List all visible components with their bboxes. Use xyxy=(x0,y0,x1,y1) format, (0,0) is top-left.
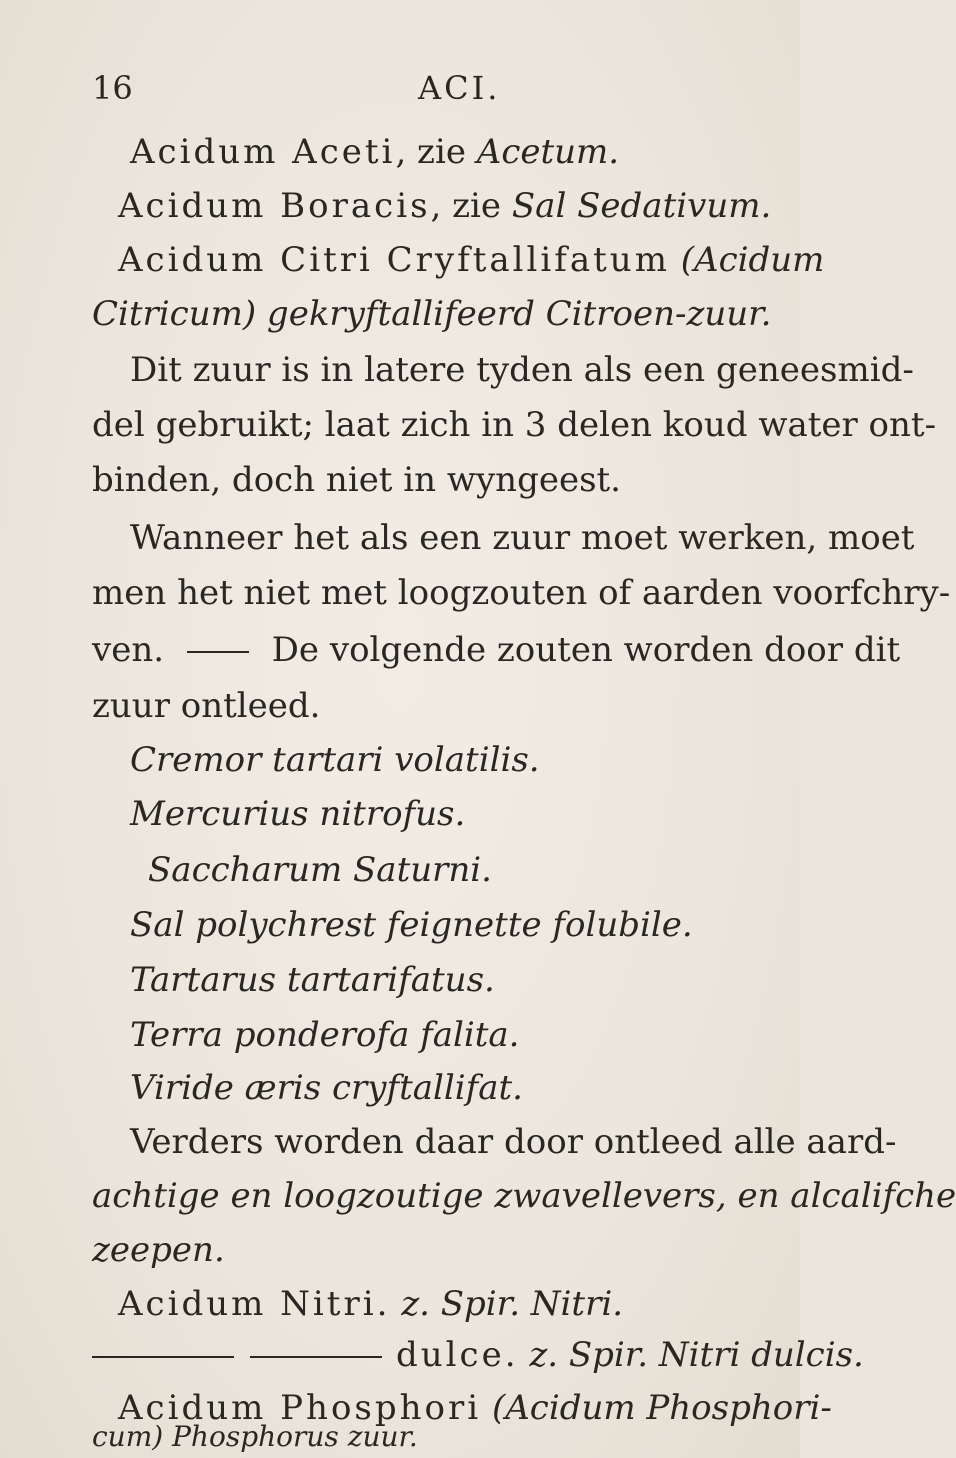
phosphori-body-3 xyxy=(92,1422,115,1423)
citri-body-5: men het niet met loogzouten of aarden voorfchry- xyxy=(92,573,951,613)
salt-2: Mercurius nitrofus. xyxy=(130,794,466,834)
citri-body-6 xyxy=(92,630,900,670)
salt-6: Terra ponderofa falita. xyxy=(130,1015,520,1055)
citri-body-4: Wanneer het als een zuur moet werken, moet xyxy=(130,518,915,558)
citri-after-2: achtige en loogzoutige zwavellevers, en alcalifche xyxy=(92,1176,956,1216)
entry-boracis xyxy=(118,186,771,226)
em-dash xyxy=(187,651,249,653)
entry-nitri-ref: z. Spir. Nitri. xyxy=(401,1284,624,1324)
salt-7: Viride æris cryftallifat. xyxy=(130,1068,523,1108)
citri-body-6a: ven. xyxy=(92,630,165,670)
catchword xyxy=(720,1420,722,1421)
entry-phosphori-term: Acidum Phosphori xyxy=(118,1388,482,1428)
entry-citri-subtitle: Citricum) gekryftallifeerd Citroen-zuur. xyxy=(92,294,772,334)
entry-nitri-dulce xyxy=(396,1335,864,1375)
running-head: ACI. xyxy=(418,69,501,107)
entry-aceti-ref: Acetum. xyxy=(476,132,620,172)
citri-body-2: del gebruikt; laat zich in 3 delen koud water ont- xyxy=(92,405,937,445)
entry-aceti xyxy=(130,132,619,172)
entry-nitri-dulce-term: dulce. xyxy=(396,1335,519,1375)
salt-5: Tartarus tartarifatus. xyxy=(130,960,495,1000)
entry-aceti-term: Acidum Aceti xyxy=(130,132,396,172)
ditto-rule-1 xyxy=(92,1356,234,1358)
citri-body-3: binden, doch niet in wyngeest. xyxy=(92,460,621,500)
page-number: 16 xyxy=(92,69,133,107)
entry-boracis-term: Acidum Boracis xyxy=(118,186,431,226)
entry-phosphori-paren: (Acidum Phosphori- xyxy=(491,1388,832,1428)
entry-aceti-rest: , zie xyxy=(395,132,477,172)
entry-boracis-ref: Sal Sedativum. xyxy=(511,186,772,226)
entry-nitri-term: Acidum Nitri. xyxy=(118,1284,391,1324)
entry-boracis-rest: , zie xyxy=(430,186,512,226)
salt-4: Sal polychrest feignette folubile. xyxy=(130,905,693,945)
citri-after-3: zeepen. xyxy=(92,1230,225,1270)
entry-phosphori-subtitle: cum) Phosphorus zuur. xyxy=(92,1420,418,1453)
citri-body-6b: De volgende zouten worden door dit xyxy=(271,630,901,670)
phosphori-body-1 xyxy=(130,1420,153,1421)
entry-nitri-dulce-ref: z. Spir. Nitri dulcis. xyxy=(529,1335,864,1375)
salt-1: Cremor tartari volatilis. xyxy=(130,740,540,780)
entry-citri-paren: (Acidum xyxy=(680,240,825,280)
citri-body-1: Dit zuur is in latere tyden als een geneesmid- xyxy=(130,350,914,390)
entry-citri-term: Acidum Citri Cryftallifatum xyxy=(118,240,670,280)
citri-body-7: zuur ontleed. xyxy=(92,686,321,726)
salt-3: Saccharum Saturni. xyxy=(148,850,492,890)
citri-after-1: Verders worden daar door ontleed alle aard- xyxy=(130,1122,897,1162)
entry-nitri xyxy=(118,1284,623,1324)
ditto-rule-2 xyxy=(250,1356,382,1358)
entry-citri-heading xyxy=(118,240,824,280)
